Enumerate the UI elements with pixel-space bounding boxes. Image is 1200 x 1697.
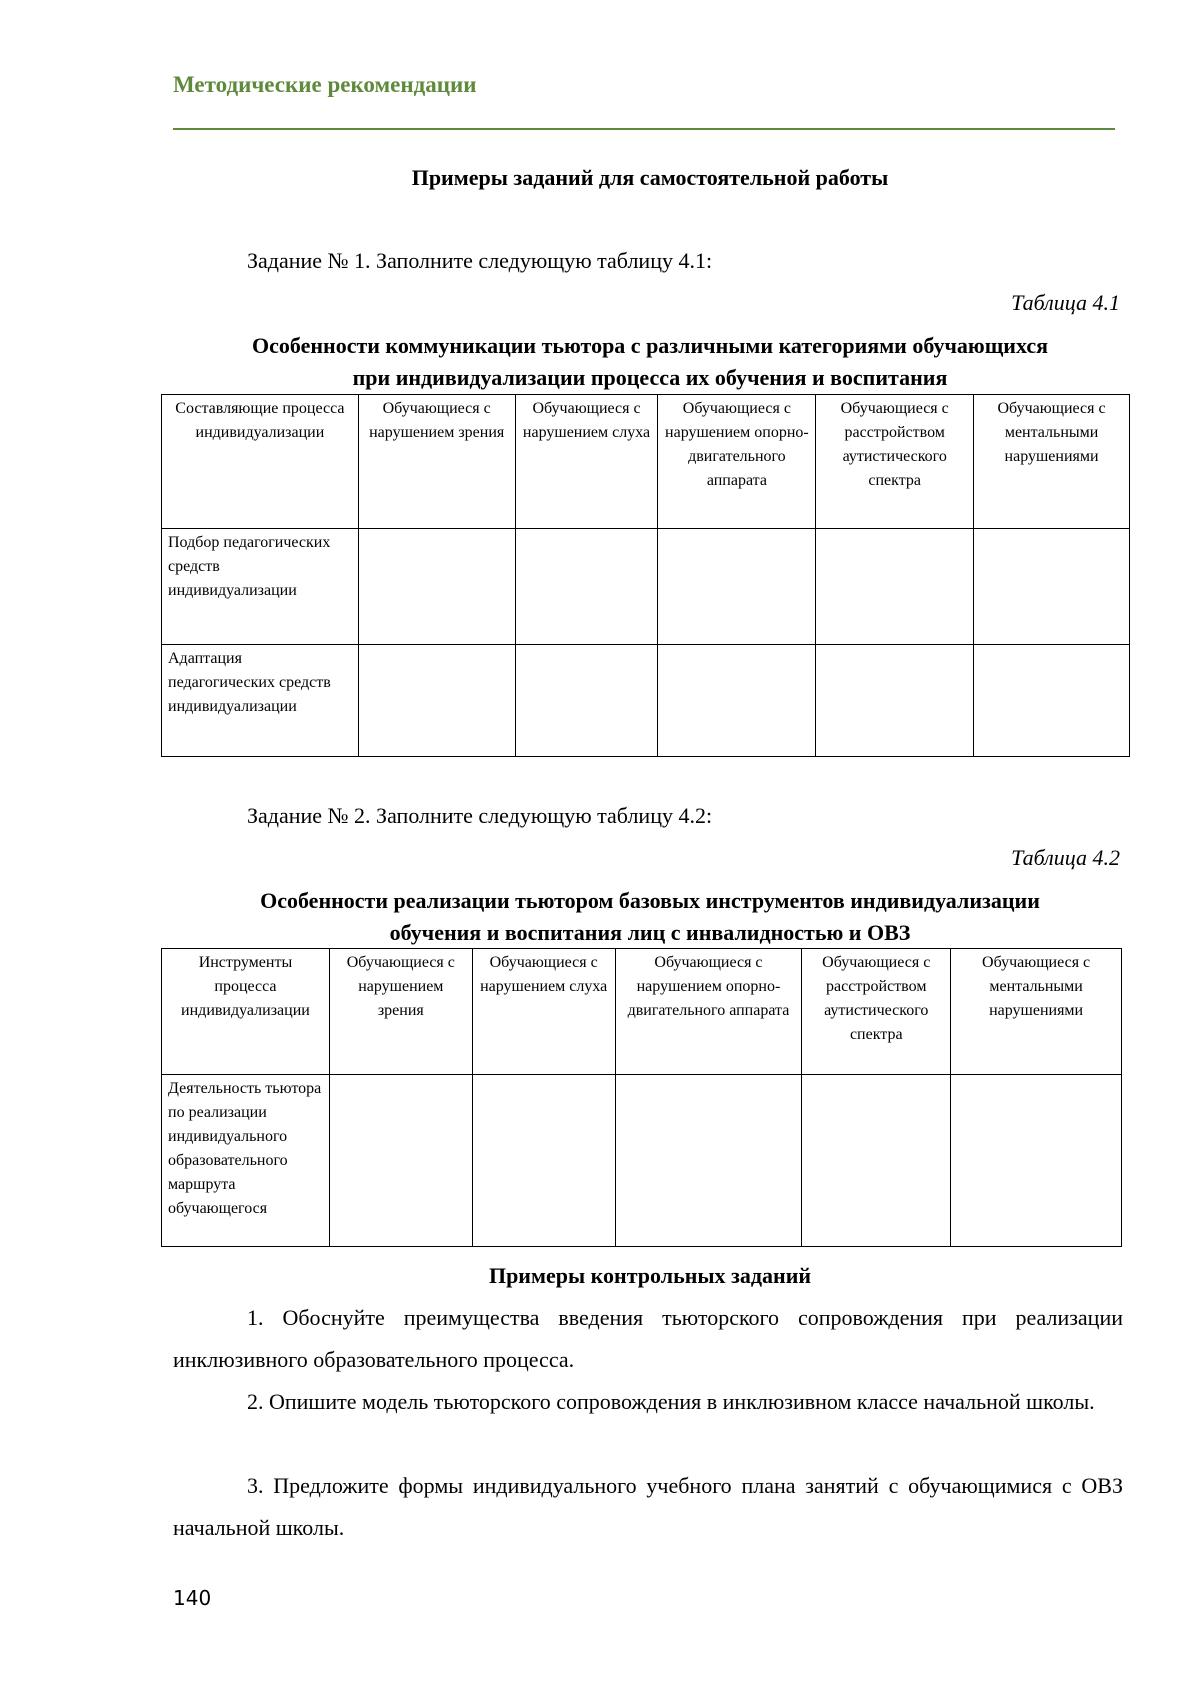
- table-4-1-title: [150, 330, 1150, 394]
- empty-cell[interactable]: [615, 1075, 802, 1247]
- row-label: Адаптация педагогических средств индивидуализации: [162, 645, 359, 757]
- column-header: Обучающиеся с расстройством аутистического спектра: [802, 949, 951, 1075]
- empty-cell[interactable]: [816, 645, 974, 757]
- list-item: 1. Обоснуйте преимущества введения тьюторского сопровождения при реализации инклюзивного образовательного процесса.: [173, 1305, 1123, 1372]
- table-row: [162, 1075, 1122, 1247]
- empty-cell[interactable]: [816, 529, 974, 645]
- empty-cell[interactable]: [658, 529, 816, 645]
- empty-cell[interactable]: [515, 529, 658, 645]
- running-header: Методические рекомендации: [173, 72, 477, 97]
- empty-cell[interactable]: [515, 645, 658, 757]
- task-2-text: Задание № 2. Заполните следующую таблицу 4.2:: [247, 803, 713, 828]
- column-header: Инструменты процесса индивидуализации: [162, 949, 330, 1075]
- control-tasks-title: Примеры контрольных заданий: [488, 1263, 812, 1288]
- empty-cell[interactable]: [329, 1075, 472, 1247]
- table-4-2-caption: Таблица 4.2: [1011, 845, 1120, 870]
- table-row: [162, 645, 1130, 757]
- table-header-row: [162, 395, 1130, 529]
- row-label: Деятельность тьютора по реализации индивидуального образовательного маршрута обучающегося: [162, 1075, 330, 1247]
- column-header: Обучающиеся с нарушением зрения: [358, 395, 515, 529]
- empty-cell[interactable]: [974, 529, 1130, 645]
- table-4-2-title-line-1: Особенности реализации тьютором базовых инструментов индивидуализации: [260, 888, 1040, 913]
- row-label: Подбор педагогических средств индивидуализации: [162, 529, 359, 645]
- column-header: Обучающиеся с нарушением опорно-двигательного аппарата: [615, 949, 802, 1075]
- column-header: Обучающиеся с ментальными нарушениями: [974, 395, 1130, 529]
- empty-cell[interactable]: [974, 645, 1130, 757]
- table-4-2-title-line-2: обучения и воспитания лиц с инвалидностью и ОВЗ: [389, 920, 911, 945]
- column-header: Обучающиеся с нарушением слуха: [472, 949, 615, 1075]
- table-4-2-title: [150, 885, 1150, 949]
- empty-cell[interactable]: [951, 1075, 1122, 1247]
- column-header: Обучающиеся с расстройством аутистического спектра: [816, 395, 974, 529]
- column-header: Обучающиеся с ментальными нарушениями: [951, 949, 1122, 1075]
- column-header: Обучающиеся с нарушением зрения: [329, 949, 472, 1075]
- column-header: Обучающиеся с нарушением опорно-двигательного аппарата: [658, 395, 816, 529]
- table-4-1-title-line-1: Особенности коммуникации тьютора с различными категориями обучающихся: [251, 333, 1049, 358]
- header-rule: [173, 128, 1115, 130]
- column-header: Составляющие процесса индивидуализации: [162, 395, 359, 529]
- column-header: Обучающиеся с нарушением слуха: [515, 395, 658, 529]
- empty-cell[interactable]: [802, 1075, 951, 1247]
- empty-cell[interactable]: [358, 529, 515, 645]
- table-header-row: [162, 949, 1122, 1075]
- section-title: Примеры заданий для самостоятельной работы: [411, 165, 889, 190]
- list-item: 2. Опишите модель тьюторского сопровождения в инклюзивном классе начальной школы.: [247, 1389, 1095, 1414]
- table-row: [162, 529, 1130, 645]
- table-4-1-title-line-2: при индивидуализации процесса их обучения и воспитания: [352, 365, 948, 390]
- table-4-1: [161, 394, 1130, 757]
- empty-cell[interactable]: [358, 645, 515, 757]
- empty-cell[interactable]: [658, 645, 816, 757]
- table-4-1-caption: Таблица 4.1: [1011, 290, 1120, 315]
- page-number: 140: [173, 1586, 212, 1610]
- empty-cell[interactable]: [472, 1075, 615, 1247]
- table-4-2: [161, 948, 1122, 1247]
- list-item: 3. Предложите формы индивидуального учебного плана занятий с обучающимися с ОВЗ начальной школы.: [173, 1473, 1123, 1540]
- task-1-text: Задание № 1. Заполните следующую таблицу 4.1:: [247, 248, 713, 273]
